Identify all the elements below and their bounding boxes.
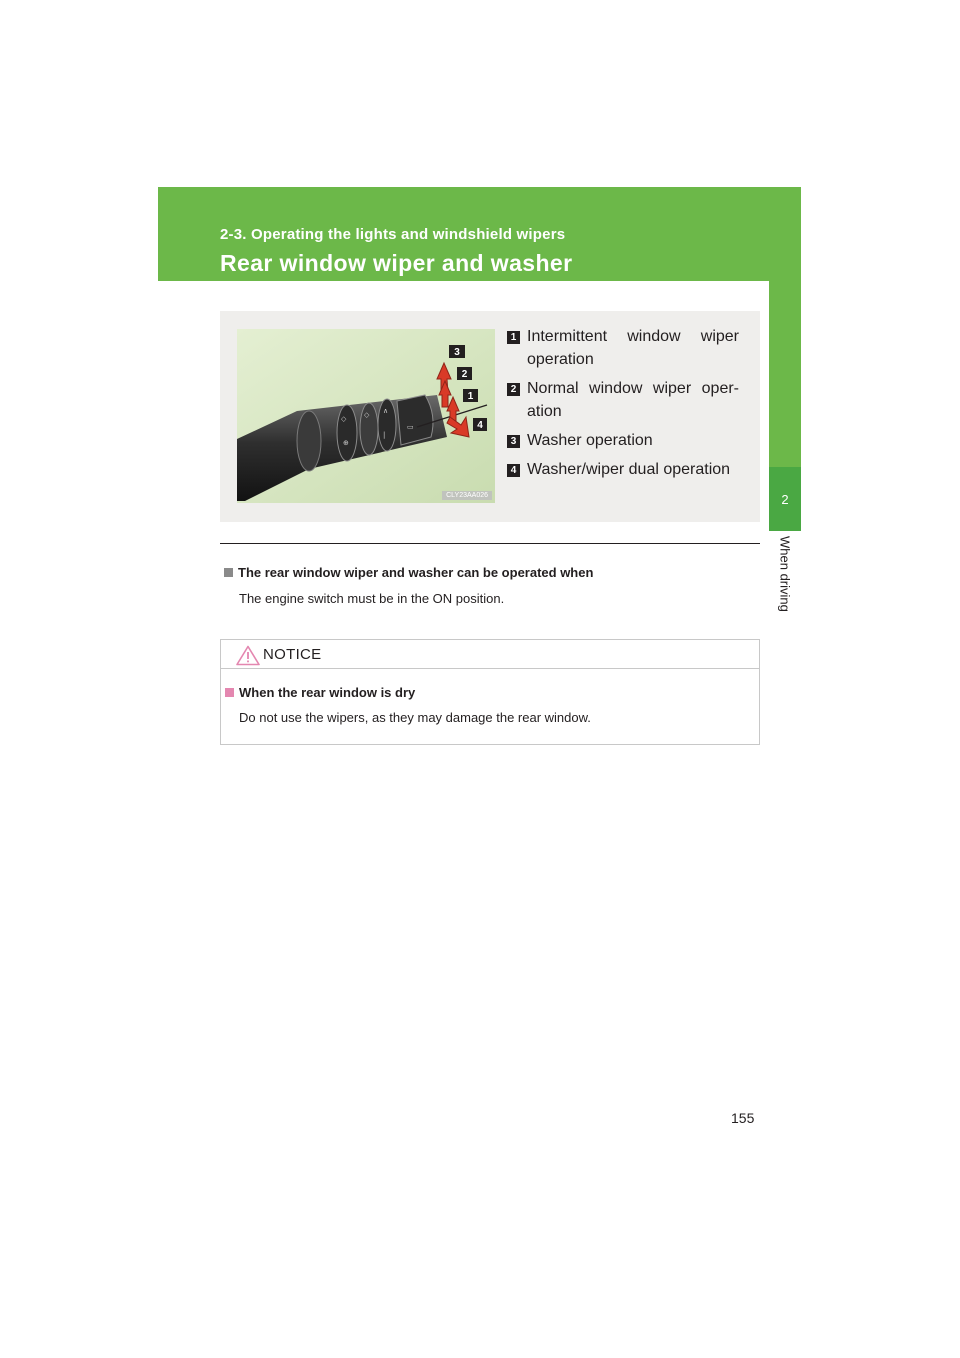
square-bullet-icon <box>224 568 233 577</box>
legend-item <box>507 429 739 452</box>
info-heading-text: The rear window wiper and washer can be operated when <box>238 565 594 580</box>
legend-item <box>507 458 739 481</box>
legend <box>507 325 739 487</box>
lever-knob-left <box>297 411 321 471</box>
legend-number-badge: 4 <box>507 464 520 477</box>
svg-text:|: | <box>383 431 386 439</box>
lever-ring-1 <box>337 405 357 461</box>
square-bullet-icon <box>225 688 234 697</box>
legend-item <box>507 377 739 423</box>
svg-text:1: 1 <box>467 391 474 402</box>
notice-subheading <box>225 685 415 700</box>
legend-number-badge: 2 <box>507 383 520 396</box>
chapter-tab-label: When driving <box>777 536 793 612</box>
svg-text:▭: ▭ <box>407 423 414 431</box>
info-heading <box>224 565 593 580</box>
notice-box <box>220 639 760 745</box>
legend-text: Normal window wiper oper-ation <box>527 380 739 420</box>
lever-end-cap <box>397 395 433 445</box>
section-divider <box>220 543 760 544</box>
callout-3 <box>449 345 465 358</box>
notice-title: NOTICE <box>263 646 322 663</box>
svg-text:∧: ∧ <box>383 407 389 415</box>
figure-code: CLY23AA026 <box>442 491 492 500</box>
notice-body: Do not use the wipers, as they may damage the rear window. <box>239 710 591 725</box>
svg-text:2: 2 <box>461 369 468 380</box>
svg-text:4: 4 <box>477 420 483 431</box>
section-label: 2-3. Operating the lights and windshield wipers <box>220 226 566 243</box>
svg-text:◇: ◇ <box>364 411 370 419</box>
legend-text: Intermittent window wiper operation <box>527 328 739 368</box>
callout-2 <box>457 367 472 380</box>
legend-number-badge: 1 <box>507 331 520 344</box>
page-number: 155 <box>731 1110 755 1126</box>
wiper-lever-illustration <box>237 329 495 503</box>
notice-header <box>221 640 759 669</box>
legend-item <box>507 325 739 371</box>
warning-triangle-icon <box>236 645 260 666</box>
legend-number-badge: 3 <box>507 435 520 448</box>
chapter-tab-number: 2 <box>769 467 801 531</box>
info-body: The engine switch must be in the ON position. <box>239 591 505 606</box>
callout-1 <box>463 389 478 402</box>
page-title: Rear window wiper and washer <box>220 250 573 276</box>
legend-text: Washer operation <box>527 432 653 449</box>
legend-text: Washer/wiper dual operation <box>527 461 731 478</box>
svg-text:⊕: ⊕ <box>343 439 349 447</box>
notice-subheading-text: When the rear window is dry <box>239 685 416 700</box>
svg-text:3: 3 <box>454 347 460 358</box>
svg-text:◇: ◇ <box>341 415 347 423</box>
callout-4 <box>473 418 487 431</box>
